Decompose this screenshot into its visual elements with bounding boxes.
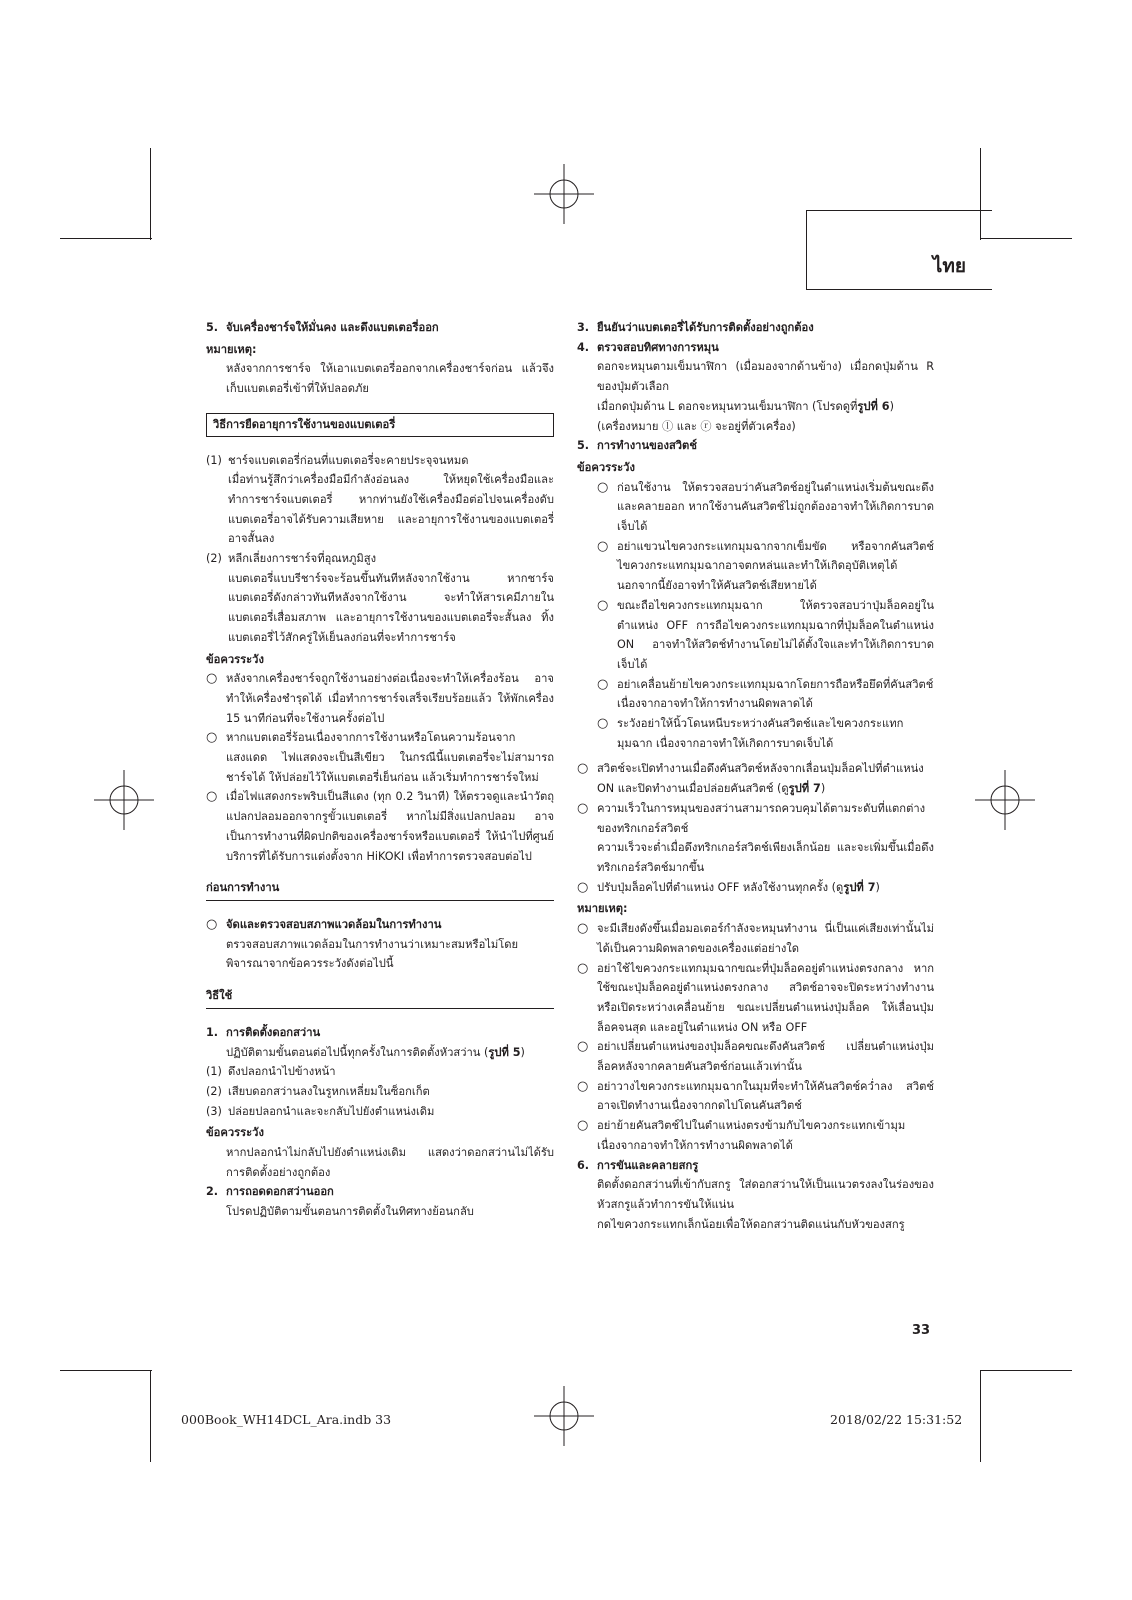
paragraph: ดอกจะหมุนตามเข็มนาฬิกา (เมื่อมองจากด้านข้าง) เมื่อกดปุ่มด้าน R ของปุ่มตัวเลือก bbox=[597, 360, 934, 394]
section-heading: 2. การถอดดอกสว่านออก bbox=[206, 1185, 334, 1199]
list-item: (3) ปล่อยปลอกนำและจะกลับไปยังตำแหน่งเดิม bbox=[206, 1104, 435, 1118]
list-item: (2) เสียบดอกสว่านลงในรูหกเหลี่ยมในซ็อกเก็ต bbox=[206, 1084, 430, 1098]
crop-mark bbox=[60, 238, 152, 239]
bullet-item: ○ อย่าย้ายคันสวิตช์ไปในตำแหน่งตรงข้ามกับไขควงกระแทกเข้ามุม เนื่องจากอาจทำให้การทำงานผิดพลาดได้ bbox=[577, 1118, 906, 1152]
crop-mark bbox=[980, 1370, 1072, 1371]
language-tab bbox=[806, 210, 992, 290]
bullet-item: ○ อย่าเคลื่อนย้ายไขควงกระแทกมุมฉากโดยการถือหรือยึดที่คันสวิตช์ เนื่องจากอาจทำให้การทำงานผิดพลาดได้ bbox=[597, 676, 934, 711]
section-heading: 1. การติดตั้งดอกสว่าน bbox=[206, 1025, 321, 1039]
left-column bbox=[206, 318, 554, 1222]
crop-mark bbox=[60, 1370, 152, 1371]
note-label: หมายเหตุ: bbox=[577, 902, 628, 916]
footer-file-name: 000Book_WH14DCL_Ara.indb 33 bbox=[181, 1412, 392, 1427]
bullet-item: ○ ระวังอย่าให้นิ้วโดนหนีบระหว่างคันสวิตช์และไขควงกระแทกมุมฉาก เนื่องจากอาจทำให้เกิดการบาดเจ็บได้ bbox=[597, 716, 904, 750]
section-rule-heading: วิธีใช้ bbox=[206, 986, 554, 1009]
bullet-item: ○ ปรับปุ่มล็อคไปที่ตำแหน่ง OFF หลังใช้งานทุกครั้ง (ดูรูปที่ 7) bbox=[577, 879, 880, 895]
figure-reference: รูปที่ 7 bbox=[788, 782, 821, 796]
section-rule-heading: ก่อนการทำงาน bbox=[206, 878, 554, 901]
list-item: (1) ชาร์จแบตเตอรี่ก่อนที่แบตเตอรี่จะคายประจุจนหมด เมื่อท่านรู้สึกว่าเครื่องมือมีกำลังอ่อนลง ให้หยุดใช้เครื่องมือและทำการชาร์จแบตเตอรี่ หากท่านยังใช้เครื่องมือต่อไปจนเครื่องดับ แบตเตอรี่อาจได้รับความเสียหาย และอายุการใช้งานของแบตเตอรี่อาจสั้นลง bbox=[206, 453, 554, 546]
bullet-item: ○ ก่อนใช้งาน ให้ตรวจสอบว่าคันสวิตช์อยู่ในตำแหน่งเริ่มต้นขณะดึงและคลายออก หากใช้งานคันสวิตช์ไม่ถูกต้องอาจทำให้เกิดการบาดเจ็บได้ bbox=[597, 479, 934, 534]
bullet-item: ○ หากแบตเตอรี่ร้อนเนื่องจากการใช้งานหรือโดนความร้อนจากแสงแดด ไฟแสดงจะเป็นสีเขียว ในกรณีนี้แบตเตอรี่จะไม่สามารถชาร์จได้ ให้ปล่อยไว้ให้แบตเตอรี่เย็นก่อน แล้วเริ่มทำการชาร์จใหม่ bbox=[206, 730, 554, 784]
figure-reference: รูปที่ 5 bbox=[488, 1045, 521, 1059]
registration-mark-bottom bbox=[534, 1386, 594, 1446]
bullet-item: ○ สวิตช์จะเปิดทำงานเมื่อดึงคันสวิตช์หลังจากเลื่อนปุ่มล็อคไปที่ตำแหน่ง ON และปิดทำงานเมื่อปล่อยคันสวิตช์ (ดูรูปที่ 7) bbox=[577, 761, 924, 796]
registration-mark-right bbox=[975, 770, 1035, 830]
bullet-item: ○ ความเร็วในการหมุนของสว่านสามารถควบคุมได้ตามระดับที่แตกต่างของทริกเกอร์สวิตช์ ความเร็วจะต่ำเมื่อดึงทริกเกอร์สวิตช์เพียงเล็กน้อย และจะเพิ่มขึ้นเมื่อดึงทริกเกอร์สวิตช์มากขึ้น bbox=[577, 800, 934, 874]
bullet-item: ○ อย่าวางไขควงกระแทกมุมฉากในมุมที่จะทำให้คันสวิตช์คว่ำลง สวิตช์อาจเปิดทำงานเนื่องจากกดไปโดนคันสวิตช์ bbox=[577, 1078, 934, 1113]
section-heading: 5. จับเครื่องชาร์จให้มั่นคง และดึงแบตเตอรี่ออก bbox=[206, 321, 439, 334]
language-label: ไทย bbox=[932, 255, 966, 277]
bullet-item: ○ อย่าเปลี่ยนตำแหน่งของปุ่มล็อคขณะดึงคันสวิตช์ เปลี่ยนตำแหน่งปุ่มล็อคหลังจากคลายคันสวิตช์ก่อนแล้วเท่านั้น bbox=[577, 1039, 934, 1074]
section-heading: 3. ยืนยันว่าแบตเตอรี่ได้รับการติดตั้งอย่างถูกต้อง bbox=[577, 321, 814, 334]
caution-label: ข้อควรระวัง bbox=[206, 1126, 264, 1140]
paragraph: กดไขควงกระแทกเล็กน้อยเพื่อให้ดอกสว่านติดแน่นกับหัวของสกรู bbox=[597, 1217, 905, 1231]
section-heading: 6. การขันและคลายสกรู bbox=[577, 1158, 699, 1172]
caution-label: ข้อควรระวัง bbox=[206, 652, 264, 666]
boxed-heading: วิธีการยืดอายุการใช้งานของแบตเตอรี่ bbox=[206, 413, 554, 437]
bullet-item: ○ อย่าใช้ไขควงกระแทกมุมฉากขณะที่ปุ่มล็อคอยู่ตำแหน่งตรงกลาง หากใช้ขณะปุ่มล็อคอยู่ตำแหน่งตรงกลาง สวิตช์อาจจะปิดระหว่างทำงานหรือเปิดระหว่างเคลื่อนย้าย ขณะเปลี่ยนตำแหน่งปุ่มล็อค ให้เลื่อนปุ่มล็อคจนสุด และอยู่ในตำแหน่ง ON หรือ OFF bbox=[577, 960, 934, 1034]
paragraph: หากปลอกนำไม่กลับไปยังตำแหน่งเดิม แสดงว่าดอกสว่านไม่ได้รับการติดตั้งอย่างถูกต้อง bbox=[226, 1146, 554, 1179]
footer-timestamp: 2018/02/22 15:31:52 bbox=[830, 1412, 963, 1427]
bullet-item: ○ เมื่อไฟแสดงกระพริบเป็นสีแดง (ทุก 0.2 วินาที) ให้ตรวจดูและนำวัตถุแปลกปลอมออกจากรูขั้วแบตเตอรี่ หากไม่มีสิ่งแปลกปลอม อาจเป็นการทำงานที่ผิดปกติของเครื่องชาร์จหรือแบตเตอรี่ ให้นำไปที่ศูนย์บริการที่ได้รับการแต่งตั้งจาก HiKOKI เพื่อทำการตรวจสอบต่อไป bbox=[206, 789, 554, 863]
section-heading: 5. การทำงานของสวิตช์ bbox=[577, 439, 697, 453]
crop-mark bbox=[150, 1370, 151, 1462]
caution-label: ข้อควรระวัง bbox=[577, 460, 635, 474]
note-label: หมายเหตุ: bbox=[206, 342, 257, 356]
figure-reference: รูปที่ 7 bbox=[843, 880, 876, 894]
paragraph: เมื่อกดปุ่มด้าน L ดอกจะหมุนทวนเข็มนาฬิกา (โปรดดูที่รูปที่ 6) bbox=[597, 399, 894, 413]
right-column bbox=[577, 318, 934, 1234]
paragraph: ตรวจสอบสภาพแวดล้อมในการทำงานว่าเหมาะสมหรือไม่โดยพิจารณาจากข้อควรระวังดังต่อไปนี้ bbox=[226, 937, 519, 971]
registration-mark-top bbox=[534, 164, 594, 224]
paragraph: ปฏิบัติตามขั้นตอนต่อไปนี้ทุกครั้งในการติดตั้งหัวสว่าน (รูปที่ 5) bbox=[226, 1045, 525, 1059]
paragraph: (เครื่องหมาย ⓛ และ ⓡ จะอยู่ที่ตัวเครื่อง) bbox=[597, 419, 796, 433]
paragraph: ติดตั้งดอกสว่านที่เข้ากับสกรู ใส่ดอกสว่านให้เป็นแนวตรงลงในร่องของหัวสกรูแล้วทำการขันให้แน่น bbox=[597, 1178, 934, 1211]
list-item: (2) หลีกเลี่ยงการชาร์จที่อุณหภูมิสูง แบตเตอรี่แบบรีชาร์จจะร้อนขึ้นทันทีหลังจากใช้งาน หากชาร์จแบตเตอรี่ดังกล่าวทันทีหลังจากใช้งาน จะทำให้สารเคมีภายในแบตเตอรี่เสื่อมสภาพ และอายุการใช้งานของแบตเตอรี่จะสั้นลง ทิ้งแบตเตอรี่ไว้สักครู่ให้เย็นลงก่อนที่จะทำการชาร์จ bbox=[206, 552, 554, 644]
bullet-item: ○ อย่าแขวนไขควงกระแทกมุมฉากจากเข็มขัด หรือจากคันสวิตช์ ไขควงกระแทกมุมฉากอาจตกหล่นและทำให้เกิดอุบัติเหตุได้ นอกจากนี้ยังอาจทำให้คันสวิตช์เสียหายได้ bbox=[597, 538, 934, 593]
paragraph: หลังจากการชาร์จ ให้เอาแบตเตอรี่ออกจากเครื่องชาร์จก่อน แล้วจึงเก็บแบตเตอรี่เข้าที่ให้ปลอดภัย bbox=[226, 362, 554, 396]
crop-mark bbox=[980, 1370, 981, 1462]
registration-mark-left bbox=[94, 770, 154, 830]
figure-reference: รูปที่ 6 bbox=[857, 399, 890, 413]
bullet-item: ○ จัดและตรวจสอบสภาพแวดล้อมในการทำงาน bbox=[206, 916, 442, 932]
paragraph: โปรดปฏิบัติตามขั้นตอนการติดตั้งในทิศทางย้อนกลับ bbox=[226, 1205, 474, 1219]
bullet-item: ○ ขณะถือไขควงกระแทกมุมฉาก ให้ตรวจสอบว่าปุ่มล็อคอยู่ในตำแหน่ง OFF การถือไขควงกระแทกมุมฉากที่ปุ่มล็อคในตำแหน่ง ON อาจทำให้สวิตช์ทำงานโดยไม่ได้ตั้งใจและทำให้เกิดการบาดเจ็บได้ bbox=[597, 597, 934, 671]
crop-mark bbox=[980, 238, 1072, 239]
section-heading: 4. ตรวจสอบทิศทางการหมุน bbox=[577, 340, 719, 354]
page-number: 33 bbox=[912, 1323, 931, 1338]
bullet-item: ○ หลังจากเครื่องชาร์จถูกใช้งานอย่างต่อเนื่องจะทำให้เครื่องร้อน อาจทำให้เครื่องชำรุดได้ เมื่อทำการชาร์จเสร็จเรียบร้อยแล้ว ให้พักเครื่อง 15 นาทีก่อนที่จะใช้งานครั้งต่อไป bbox=[206, 671, 554, 725]
bullet-item: ○ จะมีเสียงดังขึ้นเมื่อมอเตอร์กำลังจะหมุนทำงาน นี่เป็นแค่เสียงเท่านั้นไม่ได้เป็นความผิดพลาดของเครื่องแต่อย่างใด bbox=[577, 921, 934, 955]
crop-mark bbox=[150, 148, 151, 240]
list-item: (1) ดึงปลอกนำไปข้างหน้า bbox=[206, 1065, 336, 1079]
